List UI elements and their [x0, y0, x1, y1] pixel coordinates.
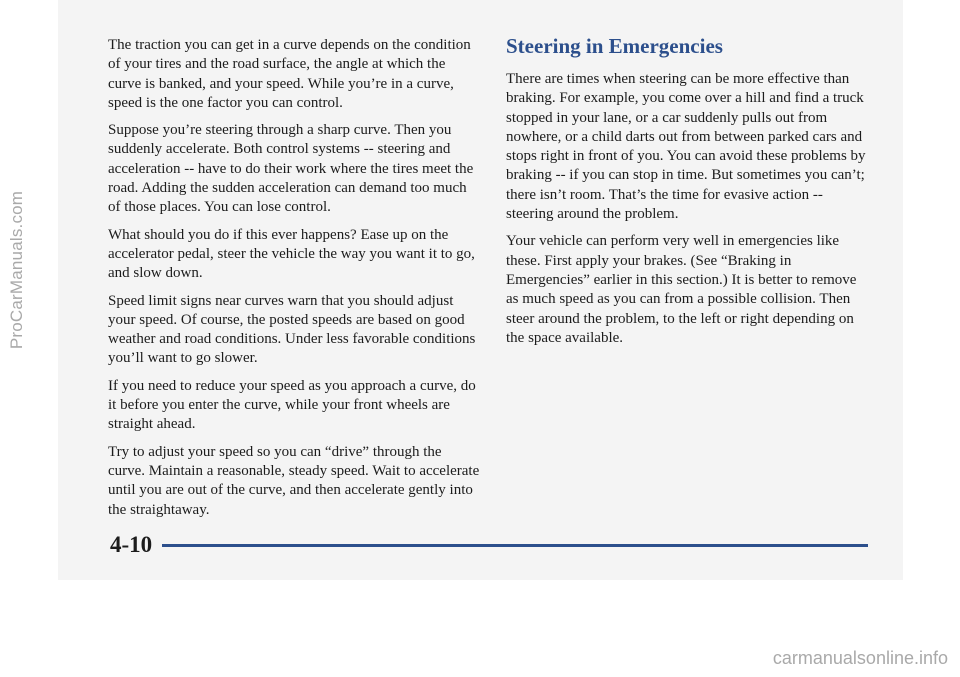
section-heading: Steering in Emergencies: [506, 34, 723, 58]
bottom-watermark: carmanualsonline.info: [772, 648, 948, 668]
left-paragraph-5: If you need to reduce your speed as you approach a curve, do it before you enter the curve, while your front wheels are straight ahead.: [108, 377, 476, 433]
left-paragraph-4: Speed limit signs near curves warn that you should adjust your speed. Of course, the posted speeds are based on good weather and road conditions. Under less favorable conditions you’ll want to go slower.: [108, 292, 476, 367]
side-watermark: [4, 120, 30, 420]
footer-rule: [162, 544, 868, 547]
side-watermark-text: ProCarManuals.com: [7, 190, 26, 350]
page-number: 4-10: [110, 532, 153, 557]
left-column: [108, 36, 480, 528]
right-paragraph-2: Your vehicle can perform very well in emergencies like these. First apply your brakes. (See “Braking in Emergencies” earlier in this section.) It is better to remove as much speed as you can from a possible collision. Then steer around the problem, to the left or right depending on the space available.: [506, 233, 857, 346]
left-paragraph-3: What should you do if this ever happens? Ease up on the accelerator pedal, steer the vehicle the way you want it to go, and slow down.: [108, 226, 475, 282]
right-column: [506, 36, 868, 356]
left-paragraph-2: Suppose you’re steering through a sharp curve. Then you suddenly accelerate. Both control systems -- steering and acceleration -- have to do their work where the tires meet the road. Adding the sudden acceleration can demand too much of those places. You can lose control.: [108, 122, 474, 216]
page-footer: [110, 530, 868, 560]
right-paragraph-1: There are times when steering can be more effective than braking. For example, you come over a hill and find a truck stopped in your lane, or a car suddenly pulls out from nowhere, or a child darts out from between parked cars and stops right in front of you. You can avoid these problems by braking -- if you can stop in time. But sometimes you can’t; there isn’t room. That’s the time for evasive action -- steering around the problem.: [506, 71, 866, 223]
left-paragraph-6: Try to adjust your speed so you can “drive” through the curve. Maintain a reasonable, steady speed. Wait to accelerate until you are out of the curve, and then accelerate gently into the straightaway.: [108, 443, 480, 518]
left-paragraph-1: The traction you can get in a curve depends on the condition of your tires and the road surface, the angle at which the curve is banked, and your speed. While you’re in a curve, speed is the one factor you can control.: [108, 37, 471, 111]
